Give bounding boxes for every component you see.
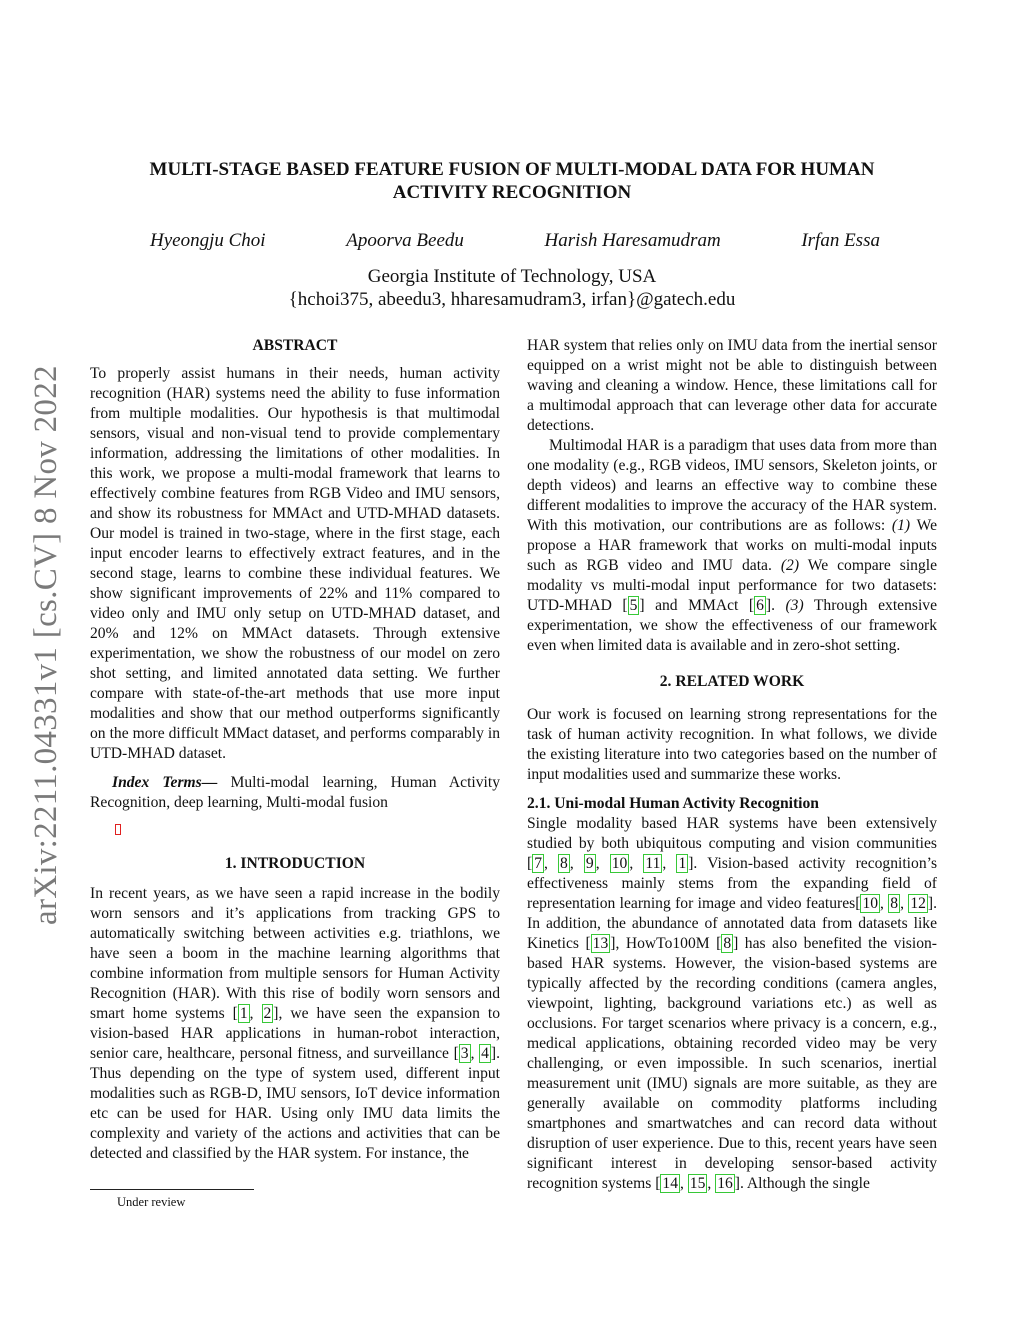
abstract-text: To properly assist humans in their needs, human activity recognition (HAR) systems need the ability to fuse information from multiple modalities. Our hypothesis is that multimodal sensors, visual and non-visual tend to provide complementary information, addressing the limitations of other modalities. In this work, we propose a multi-modal framework that learns to effectively combine features from RGB Video and IMU sensors, and show its robustness for MMAct and UTD-MHAD datasets. Our model is trained in two-stage, where in the first stage, each input encoder learns to effectively extract features, and in the second stage, learns to combine these individual features. We show significant improvements of 22% and 11% compared to video only and IMU only setup on UTD-MHAD dataset, and 20% and 12% on MMAct datasets. Through extensive experimentation, we show the robustness of our model on zero shot setting, and limited annotated data setting. We further compare with state-of-the-art methods that use more input modalities and show that our method outperforms significantly on the more difficult MMact dataset, and performs comparably in UTD-MHAD dataset. — [90, 365, 500, 762]
text-run: We compare single modality vs multi-modal input performance for two datasets: UTD-MHAD [ — [527, 557, 938, 614]
citation-link[interactable]: 10 — [862, 895, 879, 912]
citation-link[interactable]: 5 — [629, 597, 638, 614]
paper-title — [100, 158, 924, 204]
arxiv-stamp: arXiv:2211.04331v1 [cs.CV] 8 Nov 2022 — [28, 365, 64, 925]
text-run: ] has also benefited the vision-based HAR systems. However, the vision-based systems are typically affected by the recording conditions (camera angles, viewpoint, lighting, background variations etc.) as well as occlusions. For target scenarios where privacy is a concern, e.g., medical applications, obtaining recorded video may be very challenging, or even impossible. In such scenarios, inertial measurement unit (IMU) signals are more suitable, as they are generally available on commodity platforms including smartphones and smartwatches and can record data without disruption of user experience. Due to this, recent years have seen significant interest in developing sensor-based activity recognition systems [ — [527, 935, 937, 1192]
author-list — [150, 230, 880, 252]
citation-link[interactable]: 13 — [592, 935, 609, 952]
footnote: Under review — [117, 1195, 186, 1209]
affiliation-block — [100, 265, 924, 311]
affiliation: Georgia Institute of Technology, USA — [367, 266, 657, 287]
text-run: Single modality based HAR systems have been extensively studied by both ubiquitous computing and vision communities [ — [527, 815, 937, 872]
text-run: , — [470, 1045, 480, 1062]
citation-link[interactable]: 16 — [717, 1175, 733, 1192]
citation-link[interactable]: 12 — [910, 895, 926, 912]
author-name: Irfan Essa — [801, 230, 880, 251]
citation-link[interactable]: 15 — [689, 1175, 706, 1192]
citation-link[interactable]: 1 — [239, 1005, 248, 1022]
author-name: Apoorva Beedu — [346, 230, 464, 251]
citation-link[interactable]: 6 — [756, 597, 764, 614]
related-work-heading: 2. RELATED WORK — [659, 673, 805, 690]
enum-marker: (3) — [785, 597, 804, 614]
text-run: ]. Vision-based activity recognition’s effectiveness mainly stems from the expanding field of representation learning for image and video features[ — [527, 855, 938, 912]
index-terms-text: Multi-modal learning, Human Activity Recognition, deep learning, Multi-modal fusion — [90, 774, 500, 811]
related-paragraph-1: Our work is focused on learning strong representations for the task of human activity recognition. In what follows, we divide the existing literature into two categories based on the number of input modalities used and summarize these works. — [527, 706, 937, 783]
email-addresses: {hchoi375, abeedu3, hharesamudram3, irfan}@gatech.edu — [288, 289, 736, 310]
citation-link[interactable]: 8 — [890, 895, 899, 912]
citation-link[interactable]: 10 — [611, 855, 628, 872]
citation-link[interactable]: 9 — [585, 855, 594, 872]
intro-paragraph-1-continued: HAR system that relies only on IMU data from the inertial sensor equipped on a wrist might not be able to distinguish between waving and cleaning a window. Hence, these limitations call for a multimodal approach that can leverage other data for accurate detections. — [527, 337, 937, 434]
intro-paragraph-1 — [90, 884, 500, 1164]
text-run: ]. Thus depending on the type of system used, different input modalities such as RGB-D, IMU sensors, IoT device information etc can be used for HAR. Using only IMU data limits the complexity and variety of the actions and activities that can be detected and classified by the HAR system. For instance, the — [90, 1045, 500, 1162]
title-line-1: MULTI-STAGE BASED FEATURE FUSION OF MULTI-MODAL DATA FOR HUMAN — [149, 159, 875, 180]
citation-link[interactable]: 8 — [723, 935, 732, 952]
left-column — [90, 336, 500, 1164]
related-paragraph-2: Single modality based HAR systems have been extensively studied by both ubiquitous computing and vision communities [ 7 , 8 , 9 , 10 , 11 , 1 ]. Vision-based activity recognition’s effectiveness mainly stems from the expanding field of representation learning for image and video features[ 10 , 8 , 12 ]. In addition, the abundance of annotated data from datasets like Kinetics [ 13 ], HowTo100M [ 8 ] has also benefited the vision-based HAR systems. However, the vision-based systems are typically affected by the recording conditions (camera angles, viewpoint, lighting, background variations etc.) as well as occlusions. For target scenarios where privacy is a concern, e.g., medical applications, obtaining recorded video may be very challenging, or even impossible. In such scenarios, inertial measurement unit (IMU) signals are more suitable, as they are generally available on commodity platforms including smartphones and smartwatches and can record data without disruption of user experience. Due to this, recent years have seen significant interest in developing sensor-based activity recognition systems [ 14 , 15 , 16 ]. Although the single — [527, 815, 938, 1192]
citation-link[interactable]: 11 — [645, 855, 661, 872]
intro-paragraph-2 — [527, 436, 937, 656]
citation-link[interactable]: 4 — [481, 1045, 489, 1062]
citation-link[interactable]: 14 — [662, 1175, 678, 1192]
introduction-heading: 1. INTRODUCTION — [224, 855, 366, 872]
index-terms-label: Index Terms— — [112, 774, 218, 791]
text-run: Through extensive experimentation, we show the effectiveness of our framework even when limited data is available and in zero-shot setting. — [527, 597, 938, 654]
red-box-icon — [115, 824, 121, 835]
title-line-2: ACTIVITY RECOGNITION — [392, 182, 632, 203]
red-mark-row — [90, 813, 500, 845]
text-run: We propose a HAR framework that works on multi-modal inputs such as RGB video and IMU data. — [527, 517, 937, 574]
text-run: , — [249, 1005, 262, 1022]
author-name: Hyeongju Choi — [150, 230, 266, 251]
text-run: Multimodal HAR is a paradigm that uses data from more than one modality (e.g., RGB videos, IMU sensors, Skeleton joints, or depth videos) and learns an effective way to combine these different modalities to improve the accuracy of the HAR system. With this motivation, our contributions are as follows: — [527, 437, 937, 534]
text-run: ]. — [765, 597, 786, 614]
enum-marker: (2) — [780, 557, 800, 574]
text-run: ], HowTo100M [ — [610, 935, 722, 952]
text-run: ]. In addition, the abundance of annotated data from datasets like Kinetics [ — [527, 895, 938, 952]
citation-link[interactable]: 7 — [534, 855, 542, 872]
citation-link[interactable]: 1 — [678, 855, 687, 872]
author-name: Harish Haresamudram — [544, 230, 721, 251]
text-run: ], we have seen the expansion to vision-based HAR applications in human-robot interaction, senior care, healthcare, personal fitness, and surveillance [ — [90, 1005, 501, 1062]
text-run: In recent years, as we have seen a rapid increase in the bodily worn sensors and it’s applications from tracking GPS to automatically switching between activities e.g. triathlons, we have seen a boom in the machine learning algorithms that combine information from multiple sensors for Human Activity Recognition (HAR). With this rise of bodily worn sensors and smart home systems [ — [90, 885, 500, 1022]
subsection-heading: 2.1. Uni-modal Human Activity Recognition — [527, 795, 819, 812]
index-terms — [90, 773, 500, 813]
citation-link[interactable]: 2 — [263, 1005, 272, 1022]
citation-link[interactable]: 8 — [560, 855, 568, 872]
footnote-rule — [90, 1189, 254, 1190]
abstract-heading: ABSTRACT — [252, 337, 338, 354]
enum-marker: (1) — [891, 517, 911, 534]
text-run: ] and MMAct [ — [639, 597, 755, 614]
citation-link[interactable]: 3 — [460, 1045, 469, 1062]
text-run: ]. Although the single — [734, 1175, 870, 1192]
right-column — [527, 336, 937, 1194]
